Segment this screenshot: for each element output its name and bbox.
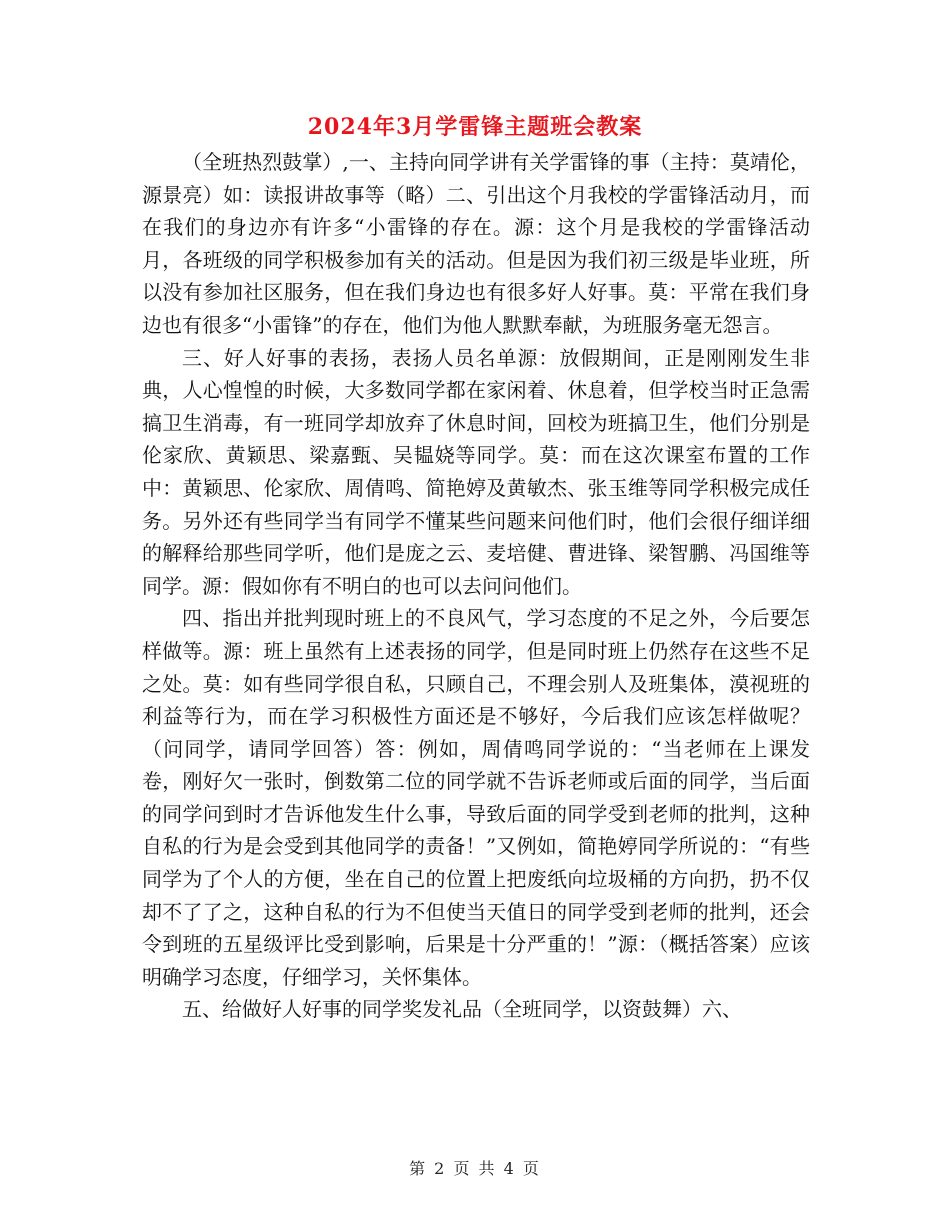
paragraph-1: （全班热烈鼓掌）,一、主持向同学讲有关学雷锋的事（主持：莫靖伦，源景亮）如：读报讲故事等（略）二、引出这个月我校的学雷锋活动月，而在我们的身边亦有许多“小雷锋的存在。源：这个月是我校的学雷锋活动月，各班级的同学积极参加有关的活动。但是因为我们初三级是毕业班，所以没有参加社区服务，但在我们身边也有很多好人好事。莫：平常在我们身边也有很多“小雷锋”的存在，他们为他人默默奉献，为班服务毫无怨言。 (142, 150, 810, 337)
page-footer: 第 2 页 共 4 页 (409, 1159, 541, 1178)
paragraph-2: 三、好人好事的表扬，表扬人员名单源：放假期间，正是刚刚发生非典，人心惶惶的时候，大多数同学都在家闲着、休息着，但学校当时正急需搞卫生消毒，有一班同学却放弃了休息时间，回校为班搞卫生，他们分别是伦家欣、黄颖思、梁嘉甄、吴韫娆等同学。莫：而在这次课室布置的工作中：黄颖思、伦家欣、周倩鸣、简艳婷及黄敏杰、张玉维等同学积极完成任务。另外还有些同学当有同学不懂某些问题来问他们时，他们会很仔细详细的解释给那些同学听，他们是庞之云、麦培健、曹进锋、梁智鹏、冯国维等同学。源：假如你有不明白的也可以去问问他们。 (142, 345, 810, 598)
document-title: 2024年3月学雷锋主题班会教案 (307, 114, 643, 140)
paragraph-3: 四、指出并批判现时班上的不良风气，学习态度的不足之外，今后要怎样做等。源：班上虽然有上述表扬的同学，但是同时班上仍然存在这些不足之处。莫：如有些同学很自私，只顾自己，不理会别人及班集体，漠视班的利益等行为，而在学习积极性方面还是不够好，今后我们应该怎样做呢？（问同学，请同学回答）答：例如，周倩鸣同学说的：“当老师在上课发卷，刚好欠一张时，倒数第二位的同学就不告诉老师或后面的同学，当后面的同学问到时才告诉他发生什么事，导致后面的同学受到老师的批判，这种自私的行为是会受到其他同学的责备！”又例如，简艳婷同学所说的：“有些同学为了个人的方便，坐在自己的位置上把废纸向垃圾桶的方向扔，扔不仅却不了了之，这种自私的行为不但使当天值日的同学受到老师的批判，还会令到班的五星级评比受到影响，后果是十分严重的！”源：（概括答案）应该明确学习态度，仔细学习，关怀集体。 (142, 606, 810, 989)
paragraph-4: 五、给做好人好事的同学奖发礼品（全班同学，以资鼓舞）六、 (182, 997, 742, 1022)
document-body (142, 146, 810, 1026)
